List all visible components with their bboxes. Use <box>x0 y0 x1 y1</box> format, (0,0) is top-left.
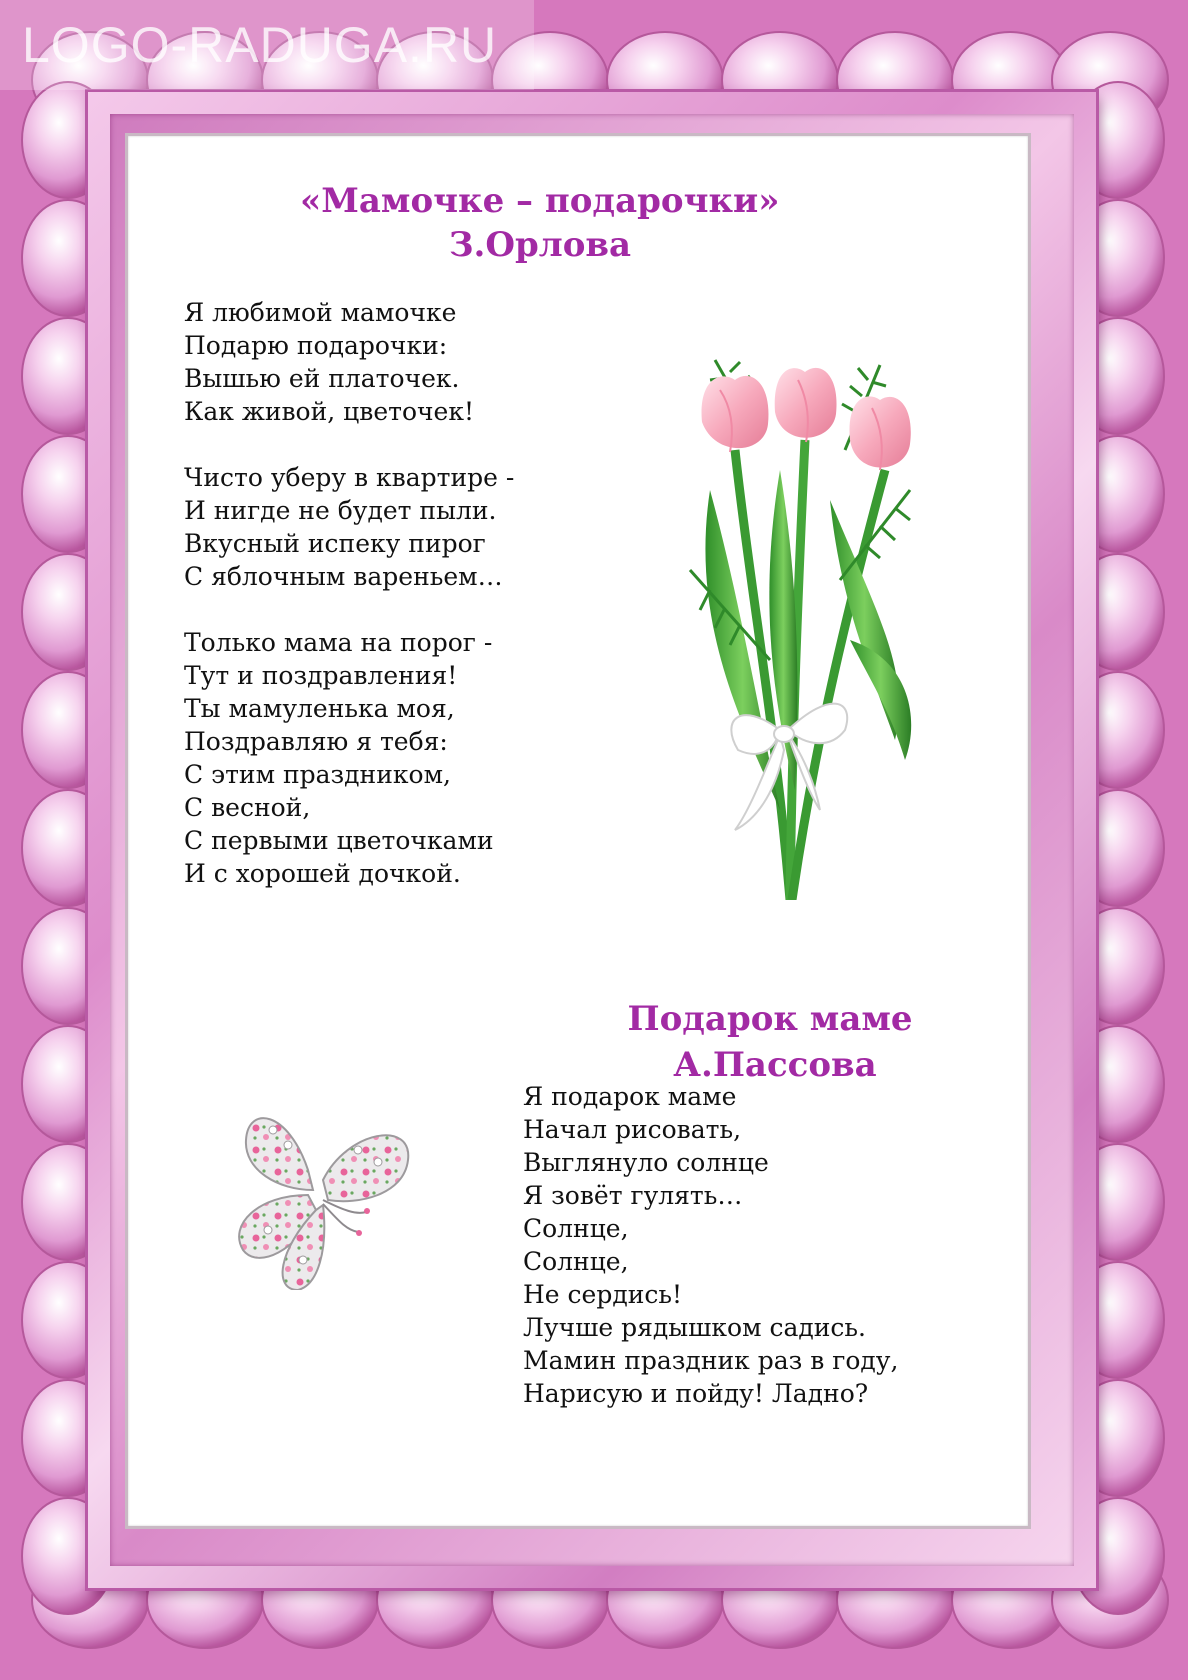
tulip-bouquet-icon <box>680 340 940 900</box>
floral-butterfly-icon <box>228 1100 418 1290</box>
poem2-author: А.Пассова <box>673 1045 877 1085</box>
poem-line: Я любимой мамочке <box>184 298 457 327</box>
poem-line: Выглянуло солнце <box>523 1148 769 1177</box>
poem-line: И с хорошей дочкой. <box>184 859 461 888</box>
poem-line: И нигде не будет пыли. <box>184 496 497 525</box>
poem-line: С весной, <box>184 793 311 822</box>
poem1-author: З.Орлова <box>448 225 632 265</box>
watermark: LOGO-RADUGA.RU <box>0 0 534 90</box>
poem1-text <box>184 296 514 890</box>
poem1-title: «Мамочке – подарочки» <box>300 181 780 221</box>
poem-line: С этим праздником, <box>184 760 451 789</box>
poem2-text <box>523 1080 898 1410</box>
poem-line: Солнце, <box>523 1247 629 1276</box>
poem-line: Начал рисовать, <box>523 1115 742 1144</box>
poem-line: Мамин праздник раз в году, <box>523 1346 899 1375</box>
poem-line: Поздравляю я тебя: <box>184 727 448 756</box>
poem-line: Чисто уберу в квартире - <box>184 463 515 492</box>
poem-line: Я подарок маме <box>523 1082 737 1111</box>
poem-line: Вышью ей платочек. <box>184 364 460 393</box>
poem-line: С яблочным вареньем… <box>184 562 503 591</box>
poem-line: С первыми цветочками <box>184 826 494 855</box>
poem-line: Тут и поздравления! <box>184 661 458 690</box>
poem-line: Нарисую и пойду! Ладно? <box>523 1379 869 1408</box>
poem-line: Не сердись! <box>523 1280 683 1309</box>
poem-line: Лучше рядышком садись. <box>523 1313 866 1342</box>
poem-line: Ты мамуленька моя, <box>184 694 455 723</box>
poem-line: Солнце, <box>523 1214 629 1243</box>
poem2-title: Подарок маме <box>627 999 913 1039</box>
poem-line: Вкусный испеку пирог <box>184 529 486 558</box>
poem-line: Только мама на порог - <box>184 628 493 657</box>
poem-line: Я зовёт гулять… <box>523 1181 743 1210</box>
poem-line: Подарю подарочки: <box>184 331 448 360</box>
poem-line: Как живой, цветочек! <box>184 397 474 426</box>
